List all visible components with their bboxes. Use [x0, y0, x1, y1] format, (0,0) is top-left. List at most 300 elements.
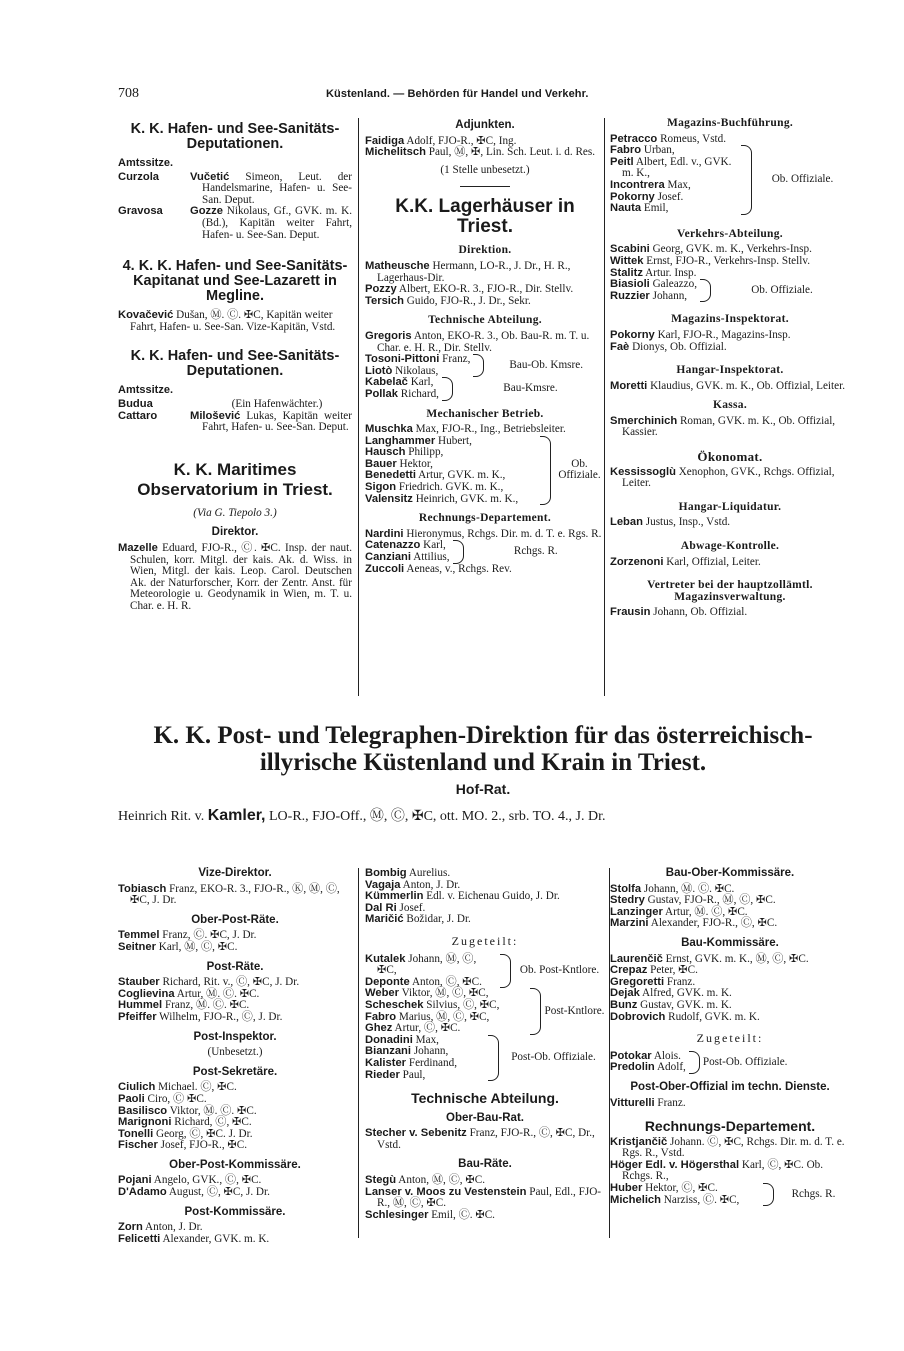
person-name: Stedry — [610, 894, 645, 907]
person-details: Nikolaus, Gf., GVK. m. K. (Bd.), Kapitän weiter Fahrt, Hafen- u. See-San. Deput. — [202, 205, 352, 241]
list-item — [610, 918, 850, 930]
address: (Via G. Tiepolo 3.) — [193, 506, 277, 519]
person-name: Schlesinger — [365, 1208, 429, 1221]
list-item — [118, 1140, 352, 1152]
group-role: Post-Ob. Offiziale. — [511, 1051, 596, 1064]
brace — [453, 540, 464, 563]
list-item — [610, 381, 850, 393]
person-details: Franz, Ⓒ. ✠C, J. Dr. — [162, 929, 257, 942]
person-details: Marius, Ⓜ, Ⓒ, ✠C, — [398, 1010, 490, 1023]
page-number: 708 — [118, 86, 139, 101]
bracket-group — [610, 1183, 850, 1206]
person-details: Romeus, Vstd. — [660, 132, 727, 145]
subsection-title: Zugeteilt: — [451, 933, 519, 948]
person-name: Lanzinger — [610, 905, 663, 918]
person-name: Stolfa — [610, 882, 642, 895]
bottom-column-1 — [118, 868, 352, 1245]
bracket-group — [365, 354, 605, 377]
person-details: Urban, — [643, 144, 675, 157]
place: Gravosa — [118, 205, 163, 218]
person-name: Weber — [365, 987, 399, 1000]
list-item — [365, 868, 605, 880]
bracket-group — [365, 954, 605, 989]
person-name: Nauta — [610, 202, 642, 215]
person-name: Temmel — [118, 929, 160, 942]
person-name: Hausch — [365, 446, 406, 459]
column-2 — [358, 118, 605, 696]
person-name: Kümmerlin — [365, 890, 424, 903]
person-name: Matheusche — [365, 259, 430, 272]
person-details: Artur, GVK. m. K., — [418, 469, 506, 482]
group-role: Ob. Offiziale. — [751, 283, 813, 296]
person-details: Michael. Ⓒ, ✠C. — [158, 1081, 237, 1094]
person-name: Stegù — [365, 1174, 397, 1187]
person-name: Tonelli — [118, 1127, 154, 1140]
brace — [442, 377, 453, 400]
list-item — [610, 1062, 686, 1074]
person-details: Wilhelm, FJO-R., Ⓒ, J. Dr. — [159, 1010, 283, 1023]
subsection-title: Post-Sekretäre. — [192, 1065, 278, 1078]
person-details: Rudolf, GVK. m. K. — [668, 1010, 760, 1023]
hofrat-entry — [118, 805, 858, 825]
person-name: Felicetti — [118, 1232, 161, 1245]
list-item — [365, 261, 605, 284]
person-name: Nardini — [365, 527, 404, 540]
person-name: Pokorny — [610, 328, 655, 341]
list-item — [610, 157, 738, 180]
person-details: Silvius, Ⓒ, ✠C, — [426, 998, 500, 1011]
person-details: Alois. — [653, 1049, 681, 1062]
person-name: Bianzani — [365, 1045, 412, 1058]
list-item — [610, 291, 697, 303]
section-title: 4. K. K. Hafen- und See-Sanitäts-Kapitanat und See-Lazarett in Megline. — [122, 258, 348, 305]
person-details: Hieronymus, Rchgs. Dir. m. d. T. e. Rgs. R. — [406, 527, 602, 540]
person-details: Max, — [667, 178, 691, 191]
list-item — [365, 147, 605, 159]
subsection-title: Direktor. — [211, 526, 259, 539]
person-details: Richard, Ⓒ, ✠C. — [174, 1116, 252, 1129]
list-item — [365, 389, 439, 401]
list-item — [118, 942, 352, 954]
column-3 — [604, 118, 850, 696]
person-details: Anton, J. Dr. — [402, 878, 461, 891]
group-role: Ob. Offiziale. — [771, 173, 834, 186]
amtssitze-label: Amtssitze. — [118, 157, 174, 169]
person-details: Roman, GVK. m. K., Ob. Offizial, Kassier. — [622, 414, 836, 439]
list-item — [610, 517, 850, 529]
person-name: Dobrovich — [610, 1010, 666, 1023]
bracket-group — [610, 145, 850, 215]
person-name: Stecher v. Sebenitz — [365, 1127, 467, 1140]
person-name: Ruzzier — [610, 289, 650, 302]
person-details: Alexander, GVK. m. K. — [162, 1232, 270, 1245]
person-name: Kessissoglù — [610, 465, 676, 478]
person-name: Vučetić — [190, 170, 230, 183]
person-name: Ghez — [365, 1022, 393, 1035]
list-item — [610, 1160, 850, 1183]
subsection-title: Ökonomat. — [697, 449, 763, 465]
person-details: Aeneas, v., Rchgs. Rev. — [406, 562, 512, 575]
person-details: Attilius, — [413, 551, 450, 564]
person-details: Paul, Ⓜ, ✠, Lin. Sch. Leut. i. d. Res. — [428, 146, 596, 159]
person-name: Lanser v. Moos zu Vestenstein — [365, 1185, 527, 1198]
person-details: Johann, — [652, 289, 688, 302]
person-details: Karl, Ⓜ, Ⓒ, ✠C. — [158, 940, 238, 953]
list-item — [118, 543, 352, 613]
subsection-title: Rechnungs-Departement. — [644, 1118, 816, 1135]
group-role: Rchgs. R. — [513, 545, 558, 558]
person-details: Josef. — [657, 190, 684, 203]
person-details: Georg, Ⓒ, ✠C. J. Dr. — [156, 1127, 253, 1140]
person-name: Tersich — [365, 294, 404, 307]
person-details: Karl, — [423, 539, 446, 552]
amtssitze-label: Amtssitze. — [118, 384, 174, 397]
person-name: Smerchinich — [610, 414, 678, 427]
person-name: Moretti — [610, 379, 648, 392]
post-direction-title: K. K. Post- und Telegraphen-Direktion für das österreichisch-illyrische Küstenland und Krain in Triest. — [153, 722, 813, 776]
person-name: Marzini — [610, 917, 649, 930]
person-details: Max, FJO-R., Ing., Betriebsleiter. — [415, 423, 566, 436]
person-name: Dal Ri — [365, 901, 397, 914]
list-item — [610, 203, 738, 215]
page-header — [118, 86, 864, 104]
brace — [530, 988, 541, 1034]
brace — [741, 145, 752, 215]
brace — [473, 354, 484, 377]
person-details: Ernst, FJO-R., Verkehrs-Insp. Stellv. — [646, 254, 811, 267]
person-name: Faidiga — [365, 134, 405, 147]
person-name: Sigon — [365, 481, 397, 494]
list-item — [365, 914, 605, 926]
person-details: Viktor, Ⓜ. Ⓒ. ✠C. — [169, 1104, 257, 1117]
person-name: Bunz — [610, 998, 638, 1011]
person-details: Lukas, Kapitän weiter Fahrt, Hafen- u. See-San. Deput. — [202, 409, 352, 434]
person-name: Paoli — [118, 1092, 145, 1105]
list-item — [610, 557, 850, 569]
table-row — [118, 411, 352, 434]
person-name: Gozze — [190, 205, 223, 218]
person-details: Božidar, J. Dr. — [406, 913, 471, 926]
person-details: Alexander, FJO-R., Ⓒ, ✠C. — [650, 917, 778, 930]
person-details: Justus, Insp., Vstd. — [645, 516, 731, 529]
person-details: Josef, FJO-R., ✠C. — [160, 1139, 248, 1152]
person-name: Höger Edl. v. Högersthal — [610, 1158, 740, 1171]
group-role: Ob. Post-Kntlore. — [519, 964, 600, 977]
column-1 — [118, 118, 352, 612]
person-name: Petracco — [610, 132, 658, 145]
person-name: Incontrera — [610, 178, 665, 191]
person-details: Emil, — [643, 202, 669, 215]
bracket-group — [365, 988, 605, 1034]
bracket-group — [365, 1035, 605, 1081]
person-name: Pokorny — [610, 190, 655, 203]
group-role: Bau-Kmsre. — [503, 382, 558, 395]
person-details: Nikolaus, — [395, 364, 439, 377]
person-details: August, Ⓒ, ✠C, J. Dr. — [168, 1186, 270, 1199]
person-details: Artur, Ⓜ. Ⓒ. ✠C. — [176, 987, 260, 1000]
person-name: Ciulich — [118, 1081, 156, 1094]
person-name: D'Adamo — [118, 1186, 167, 1199]
subsection-title: Technische Abteilung. — [411, 1090, 559, 1107]
person-details: Paul, Edl., FJO-R., Ⓜ, Ⓒ, ✠C. — [377, 1185, 602, 1210]
subsection-title: Bau-Räte. — [458, 1158, 512, 1171]
subsection-title: Post-Kommissäre. — [184, 1205, 286, 1218]
bottom-column-2 — [358, 868, 610, 1238]
person-details: Adolf, FJO-R., ✠C, Ing. — [406, 134, 517, 147]
subsection-title: Post-Inspektor. — [193, 1030, 277, 1043]
person-name: Deponte — [365, 975, 410, 988]
person-details: Anton, EKO-R. 3., Ob. Bau-R. m. T. u. Char. e. H. R., Dir. Stellv. — [377, 329, 590, 354]
list-item — [610, 1098, 850, 1110]
subsection-title: Adjunkten. — [455, 119, 515, 131]
list-item — [610, 342, 850, 354]
person-details: Angelo, GVK., Ⓒ, ✠C. — [153, 1174, 262, 1187]
person-details: Ciro, Ⓒ ✠C. — [147, 1092, 207, 1105]
bracket-group — [610, 1051, 850, 1074]
person-name: Pozzy — [365, 283, 397, 296]
person-name: Michelitsch — [365, 146, 426, 159]
bracket-group — [365, 436, 605, 506]
subsection-title: Vertreter bei der hauptzollämtl. Magazinsverwaltung. — [647, 579, 813, 603]
person-name: Bombig — [365, 867, 407, 879]
person-details: Dionys, Ob. Offizial. — [632, 340, 727, 353]
person-name: Wittek — [610, 254, 644, 267]
bracket-group — [365, 377, 605, 400]
person-details: Viktor, Ⓜ, Ⓒ, ✠C, — [401, 987, 489, 1000]
brace — [488, 1035, 499, 1081]
person-details: Karl, Offizial, Leiter. — [666, 555, 761, 568]
person-details: Ernst, GVK. m. K., Ⓜ, Ⓒ, ✠C. — [665, 952, 809, 965]
person-details: Eduard, FJO-R., Ⓒ. ✠C. Insp. der naut. Schulen, korr. Mitgl. der kais. Ak. d. Wiss. in Wien, Mitgl. der kais. Leop. Carol. Deutschen Ak. der Naturforscher, Korr. der Zentr. Anst. für Meteorologie u. Geodynamik in Wien, m. T. u. Char. e. H. R. — [130, 541, 352, 612]
subsection-title: Post-Ober-Offizial im techn. Dienste. — [630, 1080, 830, 1093]
person-name: Biasioli — [610, 278, 650, 291]
vacancy-note: (Unbesetzt.) — [207, 1046, 263, 1059]
person-details: Emil, Ⓒ. ✠C. — [431, 1208, 495, 1221]
person-details: Johann, Ob. Offizial. — [653, 606, 748, 619]
subsection-title: Vize-Direktor. — [198, 867, 272, 879]
person-details: Karl, Ⓒ, ✠C. Ob. Rchgs. R., — [622, 1158, 824, 1183]
person-name: Gregoretti — [610, 975, 665, 988]
person-name: Vagaja — [365, 878, 401, 891]
person-details: Adolf, — [656, 1061, 686, 1074]
person-name: Laurenčič — [610, 952, 663, 965]
person-details: Anton, Ⓜ, Ⓒ, ✠C. — [398, 1174, 486, 1187]
person-name: Rieder — [365, 1068, 400, 1081]
person-name: Maričić — [365, 913, 404, 926]
person-details: Peter, ✠C. — [650, 964, 698, 977]
person-details: (Ein Hafenwächter.) — [231, 397, 323, 410]
place: Budua — [118, 397, 153, 410]
person-details: Johann, — [413, 1045, 449, 1058]
list-item — [365, 1070, 485, 1082]
person-details: Hektor, — [399, 457, 433, 470]
person-details: Johann. Ⓒ, ✠C, Rchgs. Dir. m. d. T. e. Rgs. R., Vstd. — [622, 1135, 845, 1160]
place: Cattaro — [118, 409, 158, 422]
person-name: Catenazzo — [365, 539, 421, 552]
hofrat-label: Hof-Rat. — [455, 781, 511, 797]
list-item — [118, 310, 352, 333]
person-name: Fabro — [365, 1010, 397, 1023]
person-name: Pollak — [365, 387, 398, 400]
brace — [540, 436, 551, 506]
person-details: Edl. v. Eichenau Guido, J. Dr. — [426, 890, 560, 903]
person-name: Zorn — [118, 1221, 143, 1234]
subsection-title: Direktion. — [458, 244, 512, 257]
subsection-title: Verkehrs-Abteilung. — [677, 227, 783, 240]
subsection-title: Bau-Ober-Kommissäre. — [665, 867, 795, 879]
person-details: Richard, Rit. v., Ⓒ, ✠C, J. Dr. — [162, 976, 300, 989]
person-details: Hermann, LO-R., J. Dr., H. R., Lagerhaus-Dir. — [377, 259, 571, 284]
person-name: Fischer — [118, 1139, 158, 1152]
person-details: Franz, EKO-R. 3., FJO-R., Ⓚ, Ⓜ, Ⓒ, ✠C, J. Dr. — [130, 882, 340, 907]
person-details: Artur, Ⓒ, ✠C. — [394, 1022, 461, 1035]
person-details: Klaudius, GVK. m. K., Ob. Offizial, Leiter. — [650, 379, 846, 392]
bottom-column-3 — [606, 868, 850, 1206]
person-details: Alfred, GVK. m. K. — [642, 987, 732, 1000]
subsection-title: Ober-Post-Kommissäre. — [169, 1158, 301, 1171]
brace — [689, 1051, 700, 1074]
person-details: Artur. Insp. — [645, 266, 697, 279]
person-name: Seitner — [118, 940, 156, 953]
person-name: Tosoni-Pittoni — [365, 353, 440, 366]
group-role: Bau-Ob. Kmsre. — [509, 358, 584, 371]
table-row — [118, 206, 352, 241]
list-item — [118, 1012, 352, 1024]
person-name: Liotò — [365, 364, 393, 377]
list-item — [365, 564, 605, 576]
list-item — [118, 1187, 352, 1199]
section-title: K. K. Hafen- und See-Sanitäts-Deputationen. — [130, 121, 340, 152]
person-name: Muschka — [365, 423, 413, 436]
person-details: Artur, Ⓜ. Ⓒ, ✠C. — [665, 905, 748, 918]
person-name: Kamler, — [207, 807, 266, 824]
person-name: Peitl — [610, 155, 634, 168]
subsection-title: Technische Abteilung. — [428, 314, 542, 327]
list-item — [610, 1137, 850, 1160]
vacancy-note: (1 Stelle unbesetzt.) — [440, 163, 530, 176]
divider — [460, 186, 510, 187]
person-name: Kabelač — [365, 376, 408, 389]
person-name: Tobiasch — [118, 882, 167, 895]
person-name: Vitturelli — [610, 1096, 655, 1109]
person-details: Franz. — [666, 975, 696, 988]
group-role: Post-Ob. Offiziale. — [702, 1055, 788, 1068]
person-name: Zuccoli — [365, 562, 405, 575]
person-name: Scheschek — [365, 998, 424, 1011]
person-name: Scabini — [610, 243, 650, 256]
person-details: Anton, Ⓒ, ✠C. — [411, 975, 482, 988]
person-name: Kovačević — [118, 309, 174, 322]
list-item — [610, 607, 850, 619]
person-name: Milošević — [190, 409, 241, 422]
person-name: Langhammer — [365, 434, 436, 447]
person-details: Galeazzo, — [652, 278, 697, 291]
person-name: Faè — [610, 340, 630, 353]
person-name: Stalitz — [610, 266, 643, 279]
person-name: Potokar — [610, 1049, 652, 1062]
list-item — [610, 1012, 850, 1024]
list-item — [365, 1128, 605, 1151]
person-name: Leban — [610, 516, 643, 529]
person-name: Gregoris — [365, 329, 412, 342]
person-name: Stauber — [118, 976, 160, 989]
person-name: Basilisco — [118, 1104, 168, 1117]
list-item — [365, 1187, 605, 1210]
person-details: Philipp, — [408, 446, 444, 459]
group-role: Rchgs. R. — [791, 1187, 836, 1200]
person-name: Canziani — [365, 551, 412, 564]
list-item — [610, 467, 850, 490]
person-name: Crepaz — [610, 964, 648, 977]
person-details: Karl, FJO-R., Magazins-Insp. — [657, 328, 791, 341]
person-details: Dušan, Ⓜ. Ⓒ. ✠C, Kapitän weiter Fahrt, Hafen- u. See-San. Vize-Kapitän, Vstd. — [130, 309, 336, 333]
subsection-title: Rechnungs-Departement. — [418, 512, 552, 525]
list-item — [365, 494, 537, 506]
brace — [700, 279, 711, 302]
person-details: Anton, J. Dr. — [145, 1221, 203, 1234]
bracket-group — [610, 279, 850, 302]
list-item — [610, 1195, 760, 1207]
list-item — [365, 296, 605, 308]
person-name: Hummel — [118, 999, 163, 1012]
person-name: Marignoni — [118, 1116, 172, 1129]
person-name: Kristjančič — [610, 1135, 668, 1148]
person-name: Coglievina — [118, 987, 175, 1000]
subsection-title: Hangar-Liquidatur. — [678, 500, 782, 513]
person-details: Albert, Edl. v., GVK. m. K., — [622, 155, 732, 180]
subsection-title: Post-Räte. — [206, 960, 264, 973]
person-name: Pfeiffer — [118, 1010, 157, 1023]
person-name: Mazelle — [118, 541, 158, 554]
place: Curzola — [118, 170, 160, 183]
person-name: Zorzenoni — [610, 555, 664, 568]
subsection-title: Abwage-Kontrolle. — [680, 540, 780, 553]
section-title: K. K. Hafen- und See-Sanitäts-Deputationen. — [130, 348, 340, 380]
person-name: Kutalek — [365, 952, 406, 965]
subsection-title: Ober-Post-Räte. — [191, 913, 279, 926]
person-name: Benedetti — [365, 469, 416, 482]
person-details: Aurelius. — [408, 867, 451, 879]
running-title: Küstenland. — Behörden für Handel und Verkehr. — [326, 88, 589, 100]
person-details: Hektor, Ⓒ, ✠C. — [645, 1182, 718, 1195]
person-name: Valensitz — [365, 492, 413, 505]
person-details: Josef. — [399, 901, 426, 914]
subsection-title: Magazins-Inspektorat. — [671, 313, 789, 326]
person-name: Frausin — [610, 606, 651, 619]
person-details: Ferdinand, — [408, 1056, 458, 1069]
section-title: K.K. Lagerhäuser in Triest. — [395, 196, 575, 238]
subsection-title: Bau-Kommissäre. — [681, 936, 779, 949]
person-details: Guido, FJO-R., J. Dr., Sekr. — [406, 294, 531, 307]
person-name: Bauer — [365, 457, 397, 470]
person-details: Richard, — [400, 387, 439, 400]
subsection-title: Hangar-Inspektorat. — [676, 364, 784, 377]
person-details: Karl, — [410, 376, 434, 389]
person-details: Franz, Ⓜ. Ⓒ. ✠C. — [164, 999, 250, 1012]
subsection-title: Mechanischer Betrieb. — [426, 407, 544, 420]
person-details: Albert, EKO-R. 3., FJO-R., Dir. Stellv. — [398, 283, 574, 296]
person-name: Fabro — [610, 144, 642, 157]
person-name: Predolin — [610, 1061, 655, 1074]
person-details: Gustav, GVK. m. K. — [640, 998, 732, 1011]
person-details: Heinrich, GVK. m. K., — [415, 492, 519, 505]
person-details: Friedrich. GVK. m. K., — [398, 481, 504, 494]
person-details: Franz. — [657, 1096, 686, 1109]
brace — [500, 954, 511, 989]
subsection-title: Kassa. — [712, 399, 748, 412]
list-item — [365, 331, 605, 354]
subsection-title: Magazins-Buchführung. — [666, 117, 794, 129]
